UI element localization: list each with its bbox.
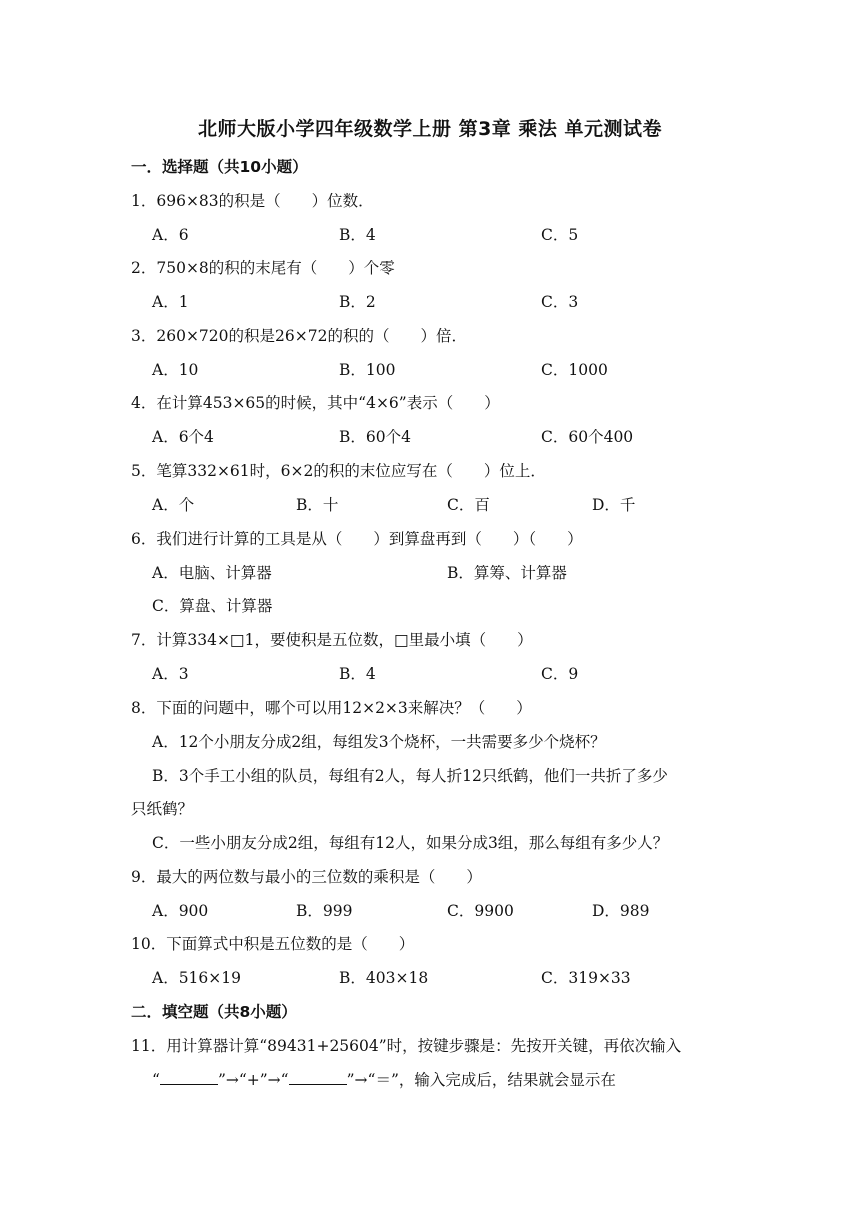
q3-option-a: A．10	[152, 361, 199, 379]
q8-option-b-line2: 只纸鹤？	[131, 800, 194, 818]
question-8: 8．下面的问题中，哪个可以用12×2×3来解决？（ ）	[131, 699, 532, 717]
question-10: 10．下面算式中积是五位数的是（ ）	[131, 935, 415, 953]
question-2: 2．750×8的积的末尾有（ ）个零	[131, 259, 395, 277]
page-title: 北师大版小学四年级数学上册 第3章 乘法 单元测试卷	[197, 118, 663, 140]
q5-option-b: B．十	[296, 496, 339, 514]
q1-option-a: A．6	[152, 226, 189, 244]
q2-option-c: C．3	[541, 293, 579, 311]
q11-part-1: “	[152, 1071, 160, 1089]
q7-option-b: B．4	[339, 665, 376, 683]
q8-option-c: C．一些小朋友分成2组，每组有12人，如果分成3组，那么每组有多少人？	[152, 834, 669, 852]
q9-option-a: A．900	[152, 902, 209, 920]
q4-option-a: A．6个4	[152, 428, 214, 446]
q1-option-b: B．4	[339, 226, 376, 244]
question-11: 11．用计算器计算“89431+25604”时，按键步骤是：先按开关键，再依次输入	[131, 1037, 682, 1055]
q5-option-c: C．百	[447, 496, 490, 514]
q6-option-a: A．电脑、计算器	[152, 564, 272, 582]
question-6: 6．我们进行计算的工具是从（ ）到算盘再到（ ）（ ）	[131, 530, 583, 548]
answer-blank-1[interactable]	[160, 1070, 218, 1085]
q9-option-b: B．999	[296, 902, 353, 920]
q7-option-a: A．3	[152, 665, 189, 683]
question-5: 5．笔算332×61时，6×2的积的末位应写在（ ）位上．	[131, 462, 546, 480]
q8-option-a: A．12个小朋友分成2组，每组发3个烧杯，一共需要多少个烧杯？	[152, 733, 606, 751]
q2-option-b: B．2	[339, 293, 376, 311]
q4-option-b: B．60个4	[339, 428, 411, 446]
q3-option-b: B．100	[339, 361, 396, 379]
q6-option-b: B．算筹、计算器	[447, 564, 567, 582]
q2-option-a: A．1	[152, 293, 189, 311]
question-3: 3．260×720的积是26×72的积的（ ）倍．	[131, 327, 467, 345]
q5-option-d: D．千	[592, 496, 636, 514]
q11-part-3: ”→“＝”，输入完成后，结果就会显示在	[346, 1071, 616, 1089]
q8-option-b-line1: B．3个手工小组的队员，每组有2人，每人折12只纸鹤，他们一共折了多少	[152, 767, 668, 785]
q11-part-2: ”→“+”→“	[217, 1071, 289, 1089]
q4-option-c: C．60个400	[541, 428, 634, 446]
question-7: 7．计算334×□1，要使积是五位数，□里最小填（ ）	[131, 631, 533, 649]
q9-option-c: C．9900	[447, 902, 514, 920]
question-11-continued	[152, 1069, 616, 1091]
question-9: 9．最大的两位数与最小的三位数的乘积是（ ）	[131, 868, 482, 886]
q10-option-a: A．516×19	[152, 969, 241, 987]
q1-option-c: C．5	[541, 226, 579, 244]
section-heading-choice: 一．选择题（共10小题）	[131, 158, 308, 176]
answer-blank-2[interactable]	[289, 1070, 347, 1085]
q7-option-c: C．9	[541, 665, 579, 683]
q10-option-c: C．319×33	[541, 969, 631, 987]
q3-option-c: C．1000	[541, 361, 608, 379]
question-4: 4．在计算453×65的时候，其中“4×6”表示（ ）	[131, 394, 500, 412]
q9-option-d: D．989	[592, 902, 650, 920]
q5-option-a: A．个	[152, 496, 195, 514]
q10-option-b: B．403×18	[339, 969, 429, 987]
q6-option-c: C．算盘、计算器	[152, 597, 273, 615]
question-1: 1．696×83的积是（ ）位数．	[131, 192, 374, 210]
section-heading-fill: 二．填空题（共8小题）	[131, 1003, 297, 1021]
